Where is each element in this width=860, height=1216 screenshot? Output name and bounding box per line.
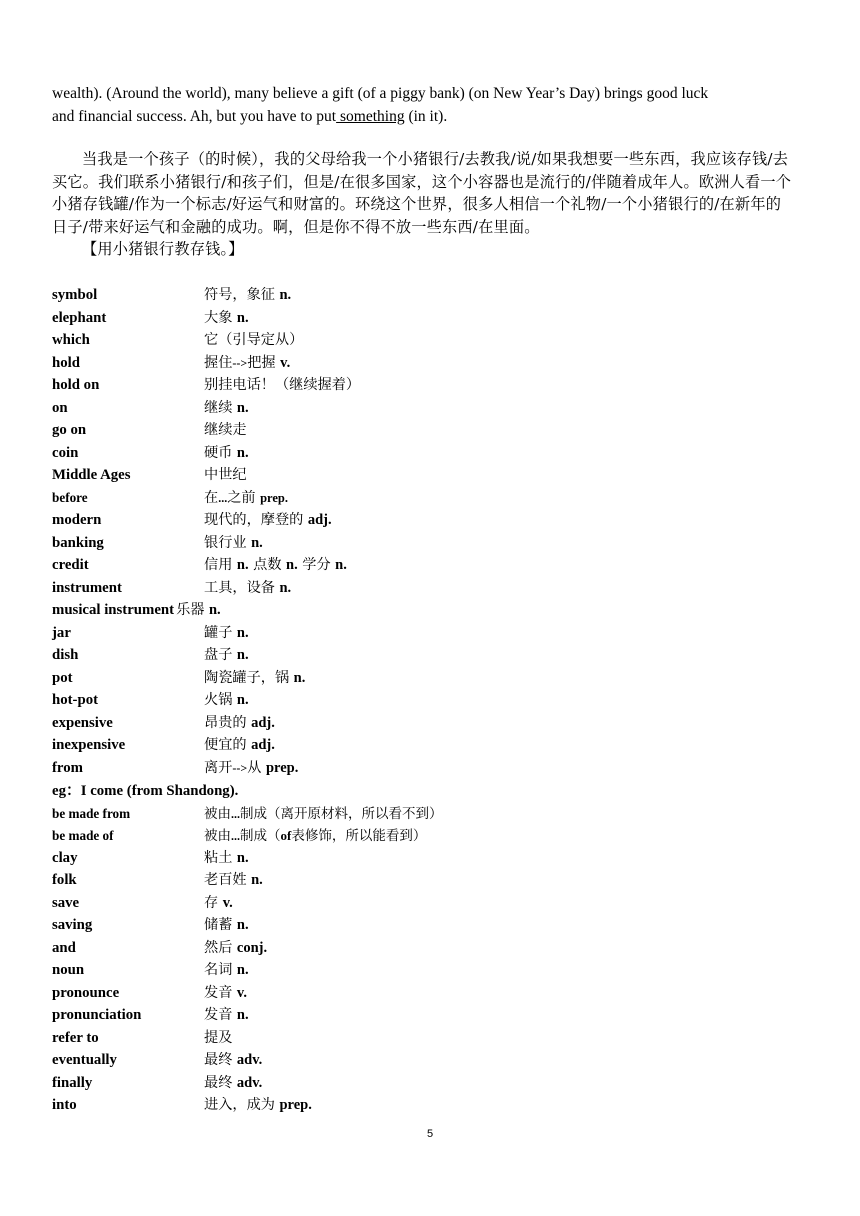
definition-text: 学分	[302, 557, 331, 573]
definition-text: 符号，象征	[204, 287, 275, 303]
vocab-term: saving	[52, 917, 93, 933]
vocab-row	[52, 307, 752, 330]
vocab-definition	[204, 982, 247, 1002]
page-number: 5	[426, 1128, 434, 1140]
vocab-term: hold	[52, 354, 80, 371]
vocab-term: inexpensive	[52, 737, 126, 753]
definition-text: 最终	[204, 1052, 233, 1068]
definition-text: 继续	[204, 399, 233, 416]
part-of-speech: adj.	[251, 714, 275, 731]
definition-text: 乐器	[176, 602, 205, 618]
vocab-row	[52, 532, 752, 555]
arrow-symbol: -->	[232, 355, 248, 370]
definition-text: 离开	[204, 759, 233, 776]
definition-text: 之前	[227, 489, 256, 506]
vocab-row	[52, 757, 752, 780]
part-of-speech: n.	[251, 872, 263, 888]
ellipsis-symbol: ...	[231, 806, 240, 821]
vocab-row	[52, 1049, 752, 1072]
definition-text: 昂贵的	[204, 714, 247, 731]
definition-text: 提及	[204, 1029, 233, 1046]
vocab-row	[52, 892, 752, 915]
part-of-speech: prep.	[260, 490, 289, 505]
vocab-row	[52, 779, 752, 802]
definition-text: 在	[204, 489, 219, 506]
vocab-term: banking	[52, 534, 104, 551]
vocab-definition	[204, 824, 426, 844]
vocab-row	[52, 869, 752, 892]
definition-text: 最终	[204, 1074, 233, 1091]
vocab-term: into	[52, 1097, 77, 1113]
vocab-definition	[204, 577, 291, 597]
vocab-row	[52, 847, 752, 870]
part-of-speech: n.	[279, 579, 292, 596]
part-of-speech: v.	[236, 984, 247, 1001]
part-of-speech: n.	[236, 647, 249, 663]
definition-text: 制成（离开原材料，所以看不到）	[240, 805, 443, 822]
vocab-definition	[204, 374, 360, 394]
chinese-paragraph: 当我是一个孩子（的时候），我的父母给我一个小猪银行/去教我/说/如果我想要一些东西，我应该存钱/去买它。我们联系小猪银行/和孩子们，但是/在很多国家，这个小容器也是流行的/伴随着成年人。欧洲人看一个小猪存钱罐/作为一个标志/好运气和财富的。环绕这个世界，很多人相信一个礼物/一个小猪银行的/在新年的日子/带来好运气和金融的成功。啊，但是你不得不放一些东西/在里面。	[52, 150, 792, 236]
vocab-term: clay	[52, 849, 78, 866]
vocab-row	[52, 1027, 752, 1050]
vocab-definition	[204, 1094, 312, 1114]
part-of-speech: n.	[293, 669, 306, 686]
vocab-definition	[204, 734, 275, 754]
vocab-definition	[204, 847, 249, 867]
vocab-term: be made from	[52, 805, 131, 821]
definition-text: 它（引导定从）	[204, 332, 304, 348]
vocab-row	[52, 982, 752, 1005]
part-of-speech: n.	[208, 602, 221, 618]
vocab-definition	[204, 712, 275, 732]
definition-text: 制成（	[240, 828, 281, 844]
vocab-row	[52, 509, 752, 532]
definition-text: 进入，成为	[204, 1097, 275, 1113]
vocab-row	[52, 487, 752, 510]
vocab-definition	[204, 757, 298, 777]
vocab-definition	[204, 622, 249, 642]
vocab-definition	[204, 937, 267, 957]
definition-text: 工具，设备	[204, 579, 275, 596]
definition-text: 被由	[204, 828, 231, 844]
vocab-definition	[204, 307, 249, 327]
definition-text: 粘土	[204, 849, 233, 866]
vocab-definition	[204, 802, 443, 822]
definition-text: 罐子	[204, 624, 233, 641]
vocab-definition	[204, 667, 305, 687]
vocab-row	[52, 667, 752, 690]
part-of-speech: n.	[335, 557, 347, 573]
part-of-speech: adv.	[236, 1052, 263, 1068]
vocab-row	[52, 1094, 752, 1117]
vocab-term: credit	[52, 557, 89, 573]
part-of-speech: n.	[236, 692, 249, 708]
vocab-definition	[204, 1072, 262, 1092]
vocab-definition	[204, 892, 233, 912]
vocab-definition	[204, 352, 290, 372]
definition-text: 火锅	[204, 692, 233, 708]
definition-text: 把握	[247, 354, 276, 371]
vocab-definition	[204, 464, 247, 484]
part-of-speech: n.	[236, 399, 249, 416]
vocab-term: which	[52, 332, 90, 348]
part-of-speech: n.	[236, 309, 249, 326]
vocab-row	[52, 464, 752, 487]
vocab-row	[52, 622, 752, 645]
vocab-term: hot-pot	[52, 692, 99, 708]
definition-text: 存	[204, 894, 219, 911]
definition-text: 现代的，摩登的	[204, 512, 304, 528]
vocab-definition	[204, 1027, 232, 1047]
definition-text: 继续走	[204, 422, 247, 438]
vocab-row	[52, 914, 752, 937]
definition-text: 中世纪	[204, 467, 247, 483]
vocab-term: refer to	[52, 1029, 99, 1046]
vocab-term: and	[52, 939, 76, 956]
definition-text: 发音	[204, 1007, 233, 1023]
part-of-speech: adj.	[251, 737, 275, 753]
vocab-row	[52, 1004, 752, 1027]
vocab-term: Middle Ages	[52, 467, 131, 483]
definition-text: 发音	[204, 984, 233, 1001]
underlined-word: something	[336, 108, 405, 125]
vocab-row	[52, 352, 752, 375]
vocab-definition	[204, 1004, 249, 1024]
vocab-term: save	[52, 894, 80, 911]
part-of-speech: n.	[236, 962, 249, 978]
definition-text: 便宜的	[204, 737, 247, 753]
vocab-term: finally	[52, 1074, 93, 1091]
vocab-term: be made of	[52, 828, 114, 843]
vocab-definition	[204, 442, 249, 462]
vocab-row	[52, 689, 752, 712]
vocab-definition	[204, 329, 303, 349]
part-of-speech: n.	[286, 557, 298, 573]
part-of-speech: n.	[236, 1007, 249, 1023]
vocab-row	[52, 937, 752, 960]
chinese-translation	[52, 148, 792, 261]
english-line-1: wealth). (Around the world), many believe a gift (of a piggy bank) (on New Year’s Day) brings good luck	[52, 85, 709, 102]
vocab-definition	[204, 532, 263, 552]
vocab-row	[52, 442, 752, 465]
definition-text: 被由	[204, 805, 231, 822]
vocab-term: noun	[52, 962, 85, 978]
part-of-speech: n.	[236, 624, 249, 641]
vocab-term: dish	[52, 647, 79, 663]
definition-text: 老百姓	[204, 872, 247, 888]
part-of-speech: conj.	[236, 939, 268, 956]
definition-text: 储蓄	[204, 917, 233, 933]
ellipsis-symbol: ...	[231, 829, 240, 843]
english-paragraph	[52, 82, 812, 128]
vocab-term: pronounce	[52, 984, 120, 1001]
part-of-speech: n.	[279, 287, 292, 303]
example-sentence: eg：I come (from Shandong).	[52, 783, 239, 799]
part-of-speech: n.	[236, 557, 249, 573]
definition-text: 硬币	[204, 444, 233, 461]
vocab-term: before	[52, 489, 88, 505]
vocab-term: instrument	[52, 579, 122, 596]
definition-text: 点数	[253, 557, 282, 573]
vocab-definition	[204, 689, 249, 709]
vocab-row	[52, 1072, 752, 1095]
part-of-speech: n.	[236, 917, 249, 933]
summary-note: 【用小猪银行教存钱。】	[82, 240, 244, 258]
inline-english-word: of	[280, 828, 292, 843]
vocab-row	[52, 284, 752, 307]
vocab-term: symbol	[52, 287, 98, 303]
vocab-term: on	[52, 399, 68, 416]
part-of-speech: adv.	[236, 1074, 263, 1091]
english-line-2-start: and financial success. Ah, but you have to put	[52, 108, 337, 125]
part-of-speech: v.	[280, 354, 291, 371]
definition-text: 大象	[204, 309, 233, 326]
vocab-definition	[204, 284, 291, 304]
vocab-term: elephant	[52, 309, 107, 326]
vocab-row	[52, 397, 752, 420]
vocab-row	[52, 577, 752, 600]
english-line-2	[52, 105, 812, 128]
vocab-term: pronunciation	[52, 1007, 142, 1023]
vocab-term: musical instrument	[52, 602, 175, 618]
vocab-term: expensive	[52, 714, 113, 731]
vocab-row	[52, 712, 752, 735]
vocab-row	[52, 374, 752, 397]
vocab-definition	[204, 644, 249, 664]
vocab-row	[52, 644, 752, 667]
vocab-definition	[204, 914, 249, 934]
ellipsis-symbol: ...	[218, 490, 228, 505]
vocab-term: hold on	[52, 377, 100, 393]
vocab-definition	[204, 509, 332, 529]
vocab-row	[52, 824, 752, 847]
part-of-speech: v.	[222, 894, 233, 911]
vocab-row	[52, 734, 752, 757]
vocab-definition	[204, 959, 249, 979]
vocab-row	[52, 599, 752, 622]
vocab-term: pot	[52, 669, 73, 686]
vocab-row	[52, 959, 752, 982]
arrow-symbol: -->	[232, 760, 248, 775]
vocab-term: eventually	[52, 1052, 117, 1068]
vocab-term: jar	[52, 624, 71, 641]
definition-text: 表修饰，所以能看到）	[291, 828, 427, 844]
definition-text: 别挂电话！（继续握着）	[204, 377, 361, 393]
definition-text: 信用	[204, 557, 233, 573]
part-of-speech: prep.	[265, 759, 299, 776]
vocab-definition	[176, 599, 221, 619]
english-line-2-end: (in it).	[404, 108, 448, 125]
vocab-term: coin	[52, 444, 79, 461]
part-of-speech: prep.	[279, 1097, 312, 1113]
definition-text: 盘子	[204, 647, 233, 663]
vocab-term: modern	[52, 512, 102, 528]
vocab-row	[52, 802, 752, 825]
vocab-definition	[204, 397, 249, 417]
vocabulary-list	[52, 284, 752, 1117]
definition-text: 从	[247, 759, 262, 776]
part-of-speech: n.	[251, 534, 263, 551]
part-of-speech: n.	[236, 849, 249, 866]
vocab-definition	[204, 554, 347, 574]
vocab-definition	[204, 869, 263, 889]
definition-text: 银行业	[204, 534, 247, 551]
vocab-term: go on	[52, 422, 87, 438]
part-of-speech: adj.	[307, 512, 332, 528]
vocab-definition	[204, 419, 247, 439]
vocab-definition	[204, 1049, 262, 1069]
vocab-term: folk	[52, 872, 77, 888]
definition-text: 陶瓷罐子，锅	[204, 669, 290, 686]
vocab-definition	[204, 487, 288, 507]
part-of-speech: n.	[236, 444, 249, 461]
vocab-row	[52, 554, 752, 577]
definition-text: 名词	[204, 962, 233, 978]
vocab-term: from	[52, 759, 83, 776]
definition-text: 握住	[204, 354, 233, 371]
vocab-row	[52, 329, 752, 352]
vocab-row	[52, 419, 752, 442]
definition-text: 然后	[204, 939, 233, 956]
